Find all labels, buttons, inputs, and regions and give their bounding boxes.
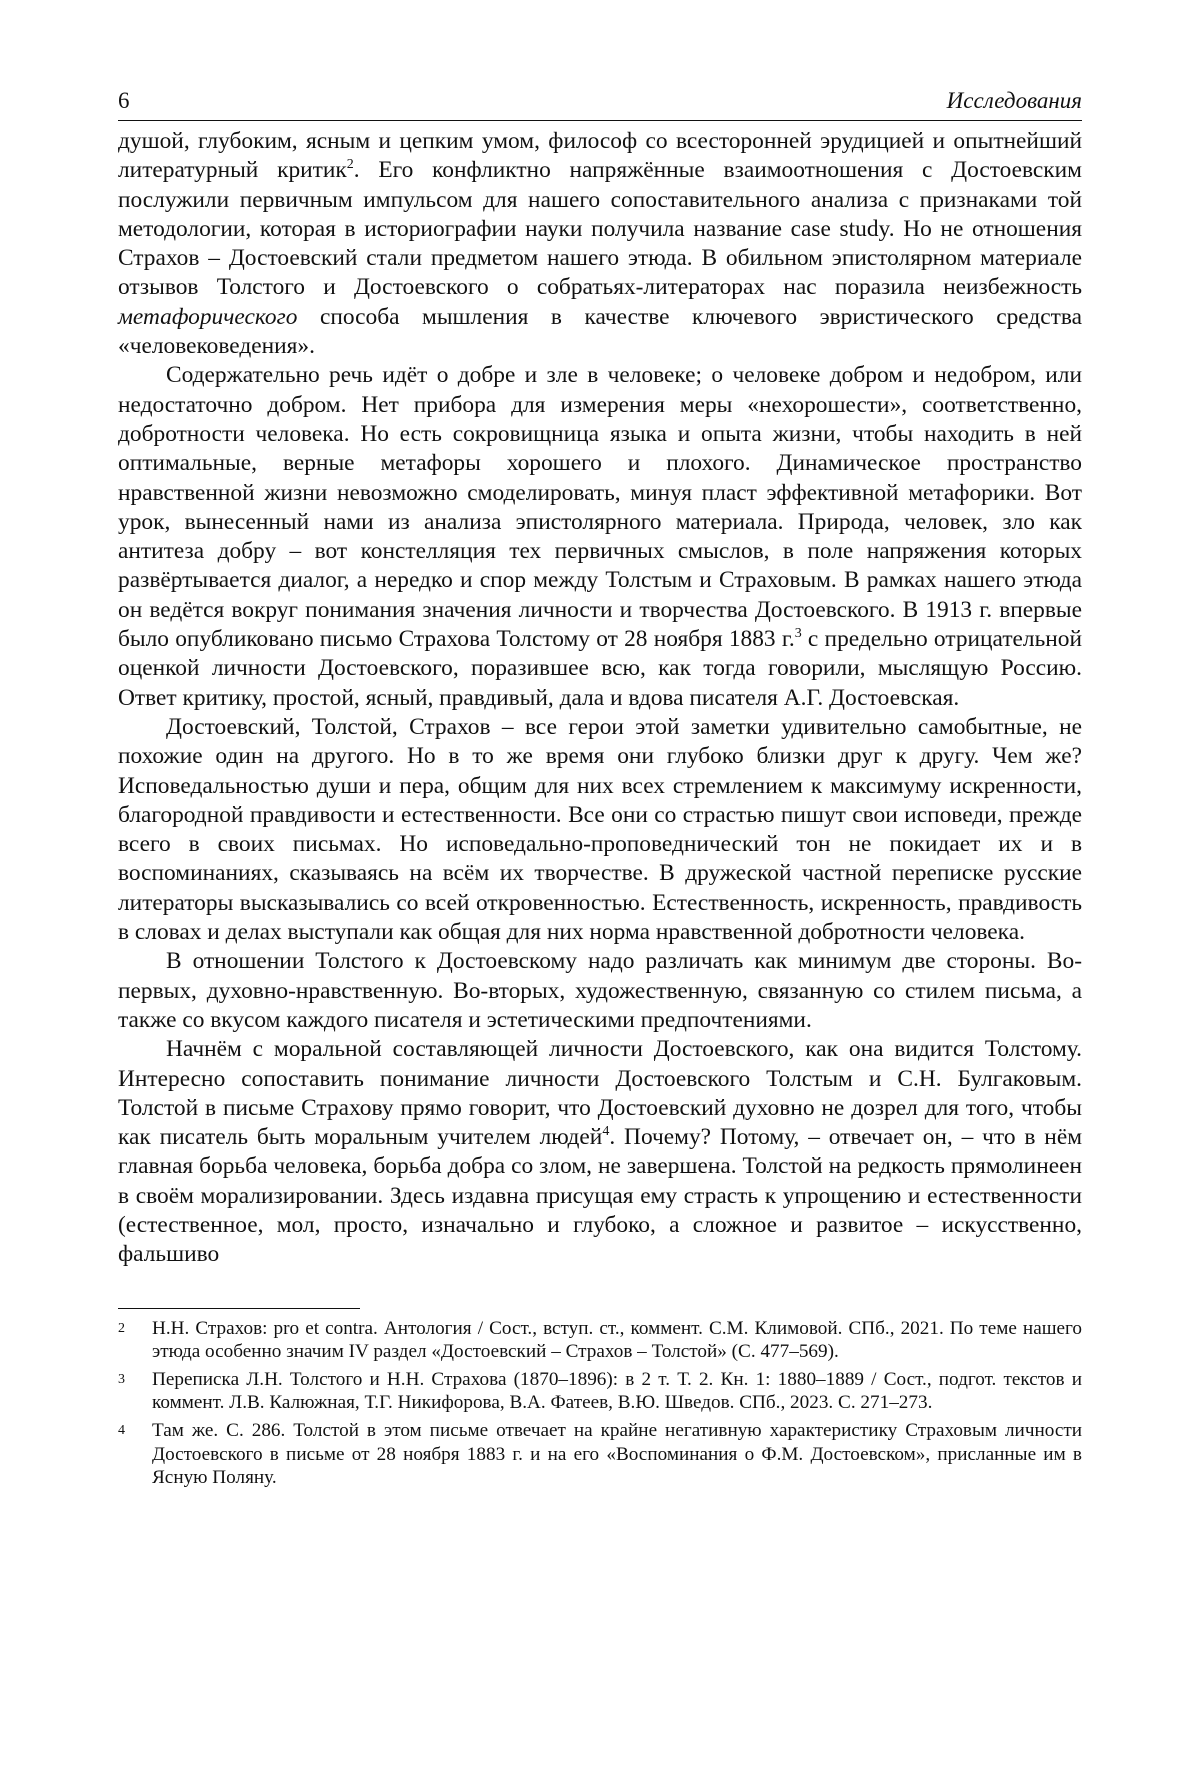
paragraph-text: В отношении Толстого к Достоевскому надо различать как минимум две стороны. Во-первых, духовно-нравственную. Во-вторых, художественную, связанную со стилем письма, а также со вкусом каждого писателя и эстетическими предпочтениями. — [118, 948, 1082, 1033]
footnote — [118, 1419, 1082, 1489]
footnote-divider — [118, 1308, 360, 1309]
paragraph-text: Содержательно речь идёт о добре и зле в человеке; о человеке добром и недобром, или недостаточно добром. Нет прибора для измерения меры «нехорошести», соответственно, добротности человека. Но есть сокровищница языка и опыта жизни, чтобы находить в ней оптимальные, верные метафоры хорошего и плохого. Динамическое пространство нравственной жизни невозможно смоделировать, минуя пласт эффективной метафорики. Вот урок, вынесенный нами из анализа эпистолярного материала. Природа, человек, зло как антитеза добру – вот констелляция тех первичных смыслов, в поле напряжения которых развёртывается диалог, а нередко и спор между Толстым и Страховым. В рамках нашего этюда он ведётся вокруг понимания значения личности и творчества Достоевского. В 1913 г. впервые было опубликовано письмо Страхова Толстому от 28 ноября 1883 г. — [118, 362, 1082, 653]
footnote-text: Переписка Л.Н. Толстого и Н.Н. Страхова (1870–1896): в 2 т. Т. 2. Кн. 1: 1880–1889 / Сост., подгот. текстов и коммент. Л.В. Калюжная, Т.Г. Никифорова, В.А. Фатеев, В.Ю. Шведов. СПб., 2023. С. 271–273. — [152, 1368, 1082, 1414]
footnotes — [118, 1317, 1082, 1489]
paragraph — [118, 947, 1082, 1035]
paragraph — [118, 713, 1082, 947]
emphasis-text: метафорического — [118, 303, 298, 330]
paragraph-text: Достоевский, Толстой, Страхов – все герои этой заметки удивительно самобытные, не похожие один на другого. Но в то же время они глубоко близки друг к другу. Чем же? Исповедальностью души и пера, общим для них всех стремлением к максимуму искренности, благородной правдивости и естественности. Все они со страстью пишут свои исповеди, прежде всего в своих письмах. Но исповедально-проповеднический тон не покидает их и в воспоминаниях, сказываясь на всём их творчестве. В дружеской частной переписке русские литераторы высказывались со всей откровенностью. Естественность, искренность, правдивость в словах и делах выступали как общая для них норма нравственной добротности человека. — [118, 713, 1082, 946]
paragraph-text: душой, глубоким, ясным и цепким умом, философ со всесторонней эрудицией и опытнейший литературный критик — [118, 128, 1082, 184]
page-number: 6 — [118, 88, 130, 113]
footnote-number: 3 — [118, 1371, 125, 1387]
footnote-text: Н.Н. Страхов: pro et contra. Антология / Сост., вступ. ст., коммент. С.М. Климовой. СПб., 2021. По теме нашего этюда особенно значим IV раздел «Достоевский – Страхов – Толстой» (С. 477–569). — [152, 1317, 1082, 1362]
paragraph-text: . Почему? Потому, – отвечает он, – что в нём главная борьба человека, борьба добра со злом, не завершена. Толстой на редкость прямолинеен в своём морализировании. Здесь издавна присущая ему страсть к упрощению и естественности (естественное, мол, просто, изначально и глубоко, а сложное и развитое – искусственно, фальшиво — [118, 1124, 1083, 1268]
paragraph — [118, 361, 1082, 713]
footnote-number: 4 — [118, 1423, 125, 1439]
running-head — [118, 86, 1082, 121]
footnote-ref[interactable]: 4 — [602, 1124, 610, 1140]
page — [118, 86, 1082, 1494]
paragraph-text: Начнём с моральной составляющей личности Достоевского, как она видится Толстому. Интересно сопоставить понимание личности Достоевского Толстым и С.Н. Булгаковым. Толстой в письме Страхову прямо говорит, что Достоевский духовно не дозрел для того, чтобы как писатель быть моральным учителем людей — [118, 1036, 1082, 1151]
footnote — [118, 1368, 1082, 1414]
footnote-ref[interactable]: 2 — [346, 157, 354, 173]
paragraph-text: . Его конфликтно напряжённые взаимоотношения с Достоевским послужили первичным импульсом для нашего сопоставительного анализа с признаками той методологии, которая в историографии науки получила название case study. Но не отношения Страхов – Достоевский стали предметом нашего этюда. В обильном эпистолярном материале отзывов Толстого и Достоевского о собратьях-литераторах нас поразила неизбежность — [118, 157, 1082, 301]
paragraph-text: с предельно отрицательной оценкой личности Достоевского, поразившее всю, как тогда говорили, мыслящую Россию. Ответ критику, простой, ясный, правдивый, дала и вдова писателя А.Г. Достоевская. — [118, 626, 1083, 711]
footnote-text: Там же. С. 286. Толстой в этом письме отвечает на крайне негативную характеристику Страховым личности Достоевского в письме от 28 ноября 1883 г. и на его «Воспоминания о Ф.М. Достоевском», присланные им в Ясную Поляну. — [152, 1420, 1082, 1488]
body-text — [118, 127, 1082, 1270]
footnote-number: 2 — [118, 1320, 125, 1336]
footnote-ref[interactable]: 3 — [794, 626, 802, 642]
paragraph — [118, 127, 1082, 361]
footnote — [118, 1317, 1082, 1363]
paragraph — [118, 1035, 1082, 1269]
section-title: Исследования — [946, 88, 1082, 113]
paragraph-text: способа мышления в качестве ключевого эвристического средства «человековедения». — [118, 303, 1082, 360]
